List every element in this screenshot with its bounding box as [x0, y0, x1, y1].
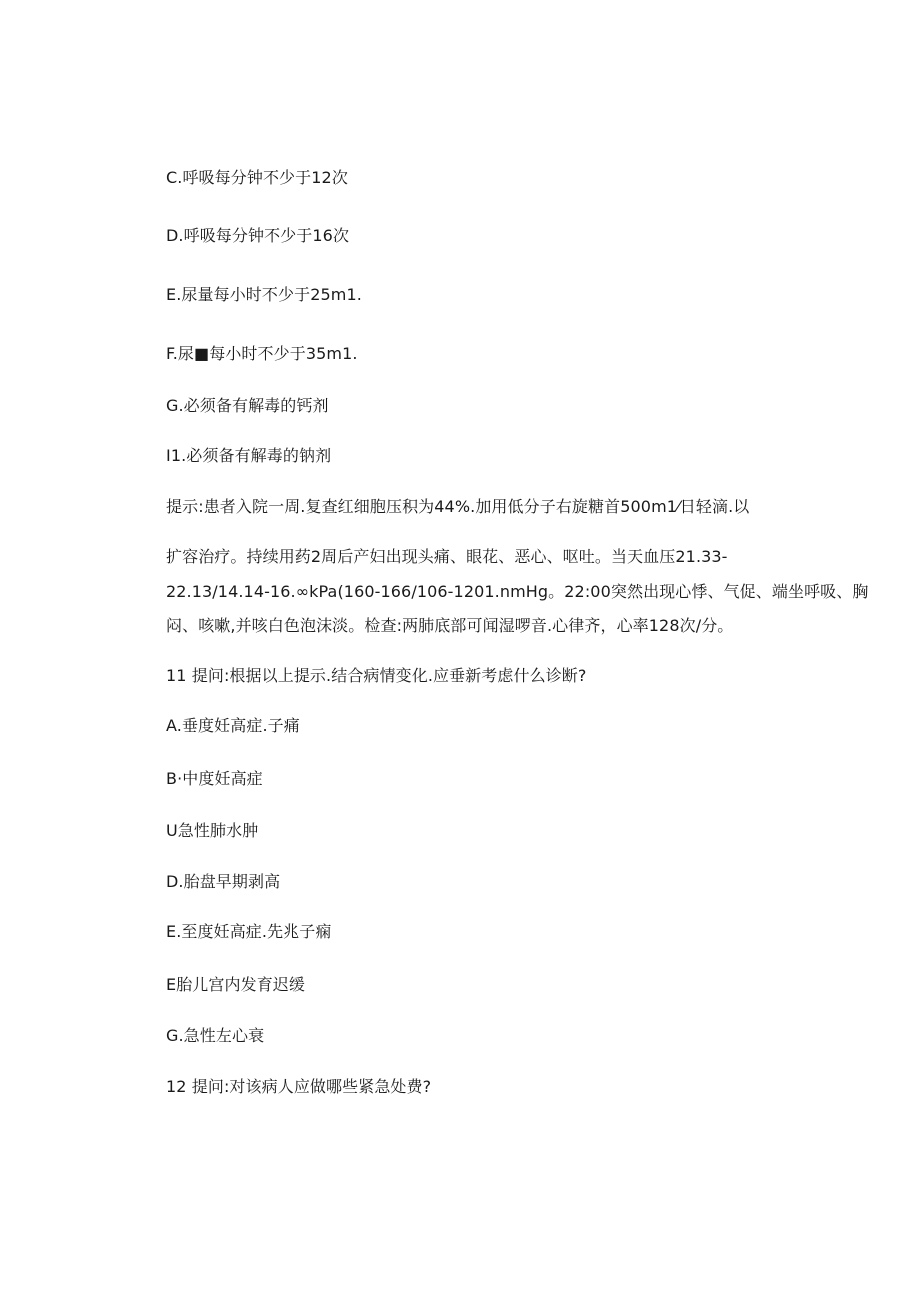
option-e-urine-25: E.尿量每小时不少于25m1.: [166, 285, 362, 304]
option-g-calcium-antidote: G.必须备有解毒的钙剂: [166, 396, 329, 415]
option-b-moderate-pih: B·中度妊高症: [166, 769, 263, 788]
hint-paragraph-line-1: 提示:患者入院一周.复查红细胞压积为44%.加用低分子右旋糖首500m1⁄日轻滴.以: [166, 497, 750, 516]
option-c-acute-pulmonary-edema: U急性肺水肿: [166, 821, 259, 840]
option-e-preeclampsia: E.至度妊高症.先兆子痫: [166, 922, 332, 941]
option-f-urine-35: F.尿■每小时不少于35m1.: [166, 344, 358, 363]
option-c-respiration-12: C.呼吸每分钟不少于12次: [166, 168, 348, 187]
question-12: 12 提问:对该病人应做哪些紧急处费?: [166, 1077, 432, 1096]
option-g-acute-left-heart-failure: G.急性左心衰: [166, 1026, 265, 1045]
option-a-severe-pih-eclampsia: A.垂度妊高症.子痛: [166, 716, 300, 735]
option-f-fetal-growth-restriction: E胎儿宫内发育迟缓: [166, 975, 306, 994]
option-d-respiration-16: D.呼吸每分钟不少于16次: [166, 226, 350, 245]
hint-paragraph-line-4: 闷、咳嗽,并咳白色泡沫淡。检查:两肺底部可闻湿啰音.心律齐，心率128次/分。: [166, 616, 734, 635]
option-h-sodium-antidote: I1.必须备有解毒的钠剂: [166, 446, 332, 465]
option-d-placental-abruption: D.胎盘早期剥高: [166, 872, 281, 891]
question-11: 11 提问:根据以上提示.结合病情变化.应垂新考虑什么诊断?: [166, 666, 587, 685]
hint-paragraph-line-3: 22.13/14.14-16.∞kPa(160-166/106-1201.nmHg。22:00突然出现心悸、气促、端坐呼吸、胸: [166, 582, 869, 601]
hint-paragraph-line-2: 扩容治疗。持续用药2周后产妇出现头痛、眼花、恶心、呕吐。当天血压21.33-: [166, 547, 728, 566]
